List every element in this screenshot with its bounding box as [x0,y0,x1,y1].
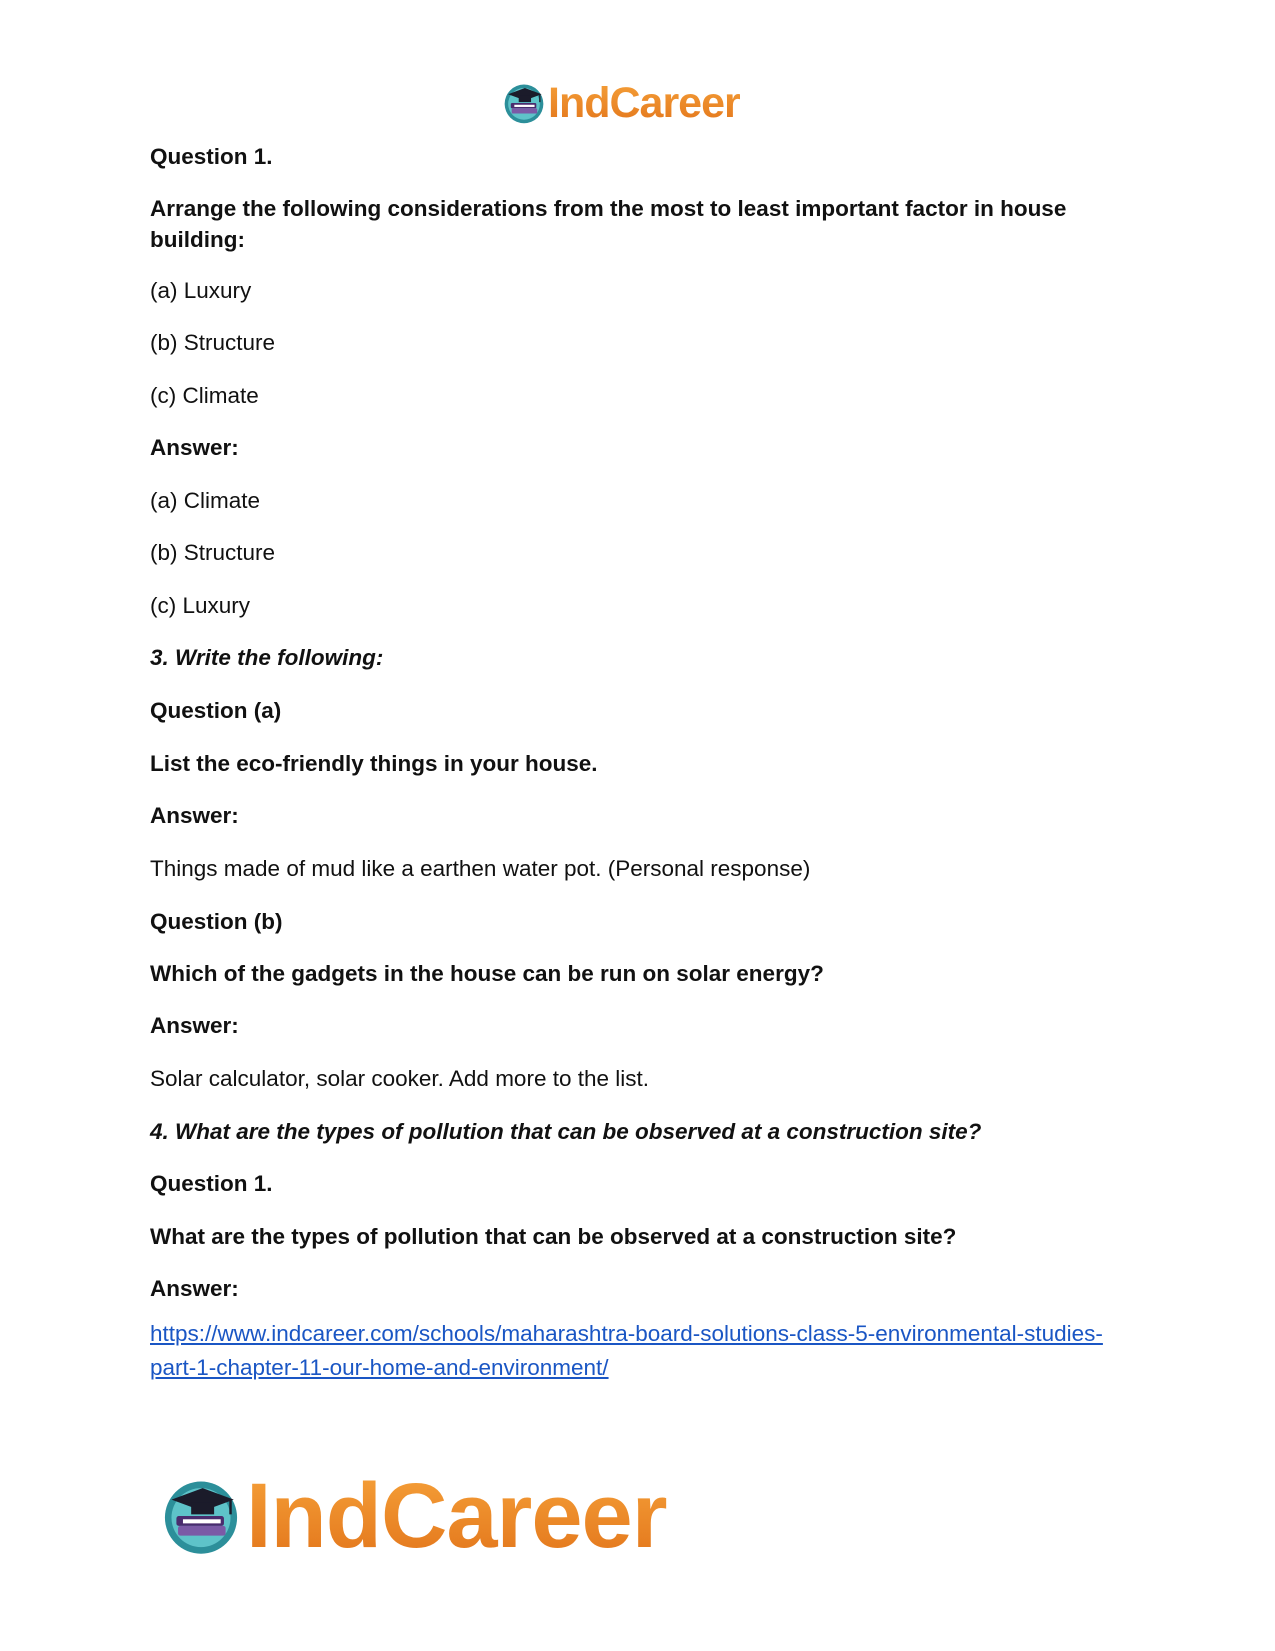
graduation-cap-book-globe-icon [502,81,546,125]
indcareer-logo-top [502,78,740,128]
question-a-answer: Things made of mud like a earthen water pot. (Personal response) [150,856,811,881]
source-link[interactable] [150,1318,1130,1387]
q1-answer-label: Answer: [150,435,239,460]
question-4-1-answer-label: Answer: [150,1276,239,1301]
question-4-1-label: Question 1. [150,1171,273,1196]
question-b-answer-label: Answer: [150,1013,239,1038]
question-1-label: Question 1. [150,144,273,169]
question-b-label: Question (b) [150,909,283,934]
q1-answer-b: (b) Structure [150,540,276,565]
indcareer-logo-bottom [160,1466,667,1566]
question-a-label: Question (a) [150,698,282,723]
question-b-text: Which of the gadgets in the house can be run on solar energy? [150,961,824,986]
source-link-line-2[interactable]: part-1-chapter-11-our-home-and-environment/ [150,1355,609,1380]
q1-option-c: (c) Climate [150,383,259,408]
logo-wordmark: IndCareer [246,1465,667,1567]
question-a-text: List the eco-friendly things in your house. [150,751,598,776]
question-b-answer: Solar calculator, solar cooker. Add more to the list. [150,1066,649,1091]
q1-option-b: (b) Structure [150,330,276,355]
source-link-line-1[interactable]: https://www.indcareer.com/schools/maharashtra-board-solutions-class-5-environmental-studies- [150,1321,1103,1346]
question-4-1-text: What are the types of pollution that can be observed at a construction site? [150,1224,957,1249]
section-4-heading: 4. What are the types of pollution that can be observed at a construction site? [150,1119,982,1144]
q1-option-a: (a) Luxury [150,278,252,303]
logo-wordmark: IndCareer [548,79,740,127]
graduation-cap-book-globe-icon [160,1475,242,1557]
q1-answer-c: (c) Luxury [150,593,251,618]
q1-answer-a: (a) Climate [150,488,261,513]
question-a-answer-label: Answer: [150,803,239,828]
question-1-text: Arrange the following considerations from the most to least important factor in house building: [150,196,1067,252]
section-3-heading: 3. Write the following: [150,645,384,670]
